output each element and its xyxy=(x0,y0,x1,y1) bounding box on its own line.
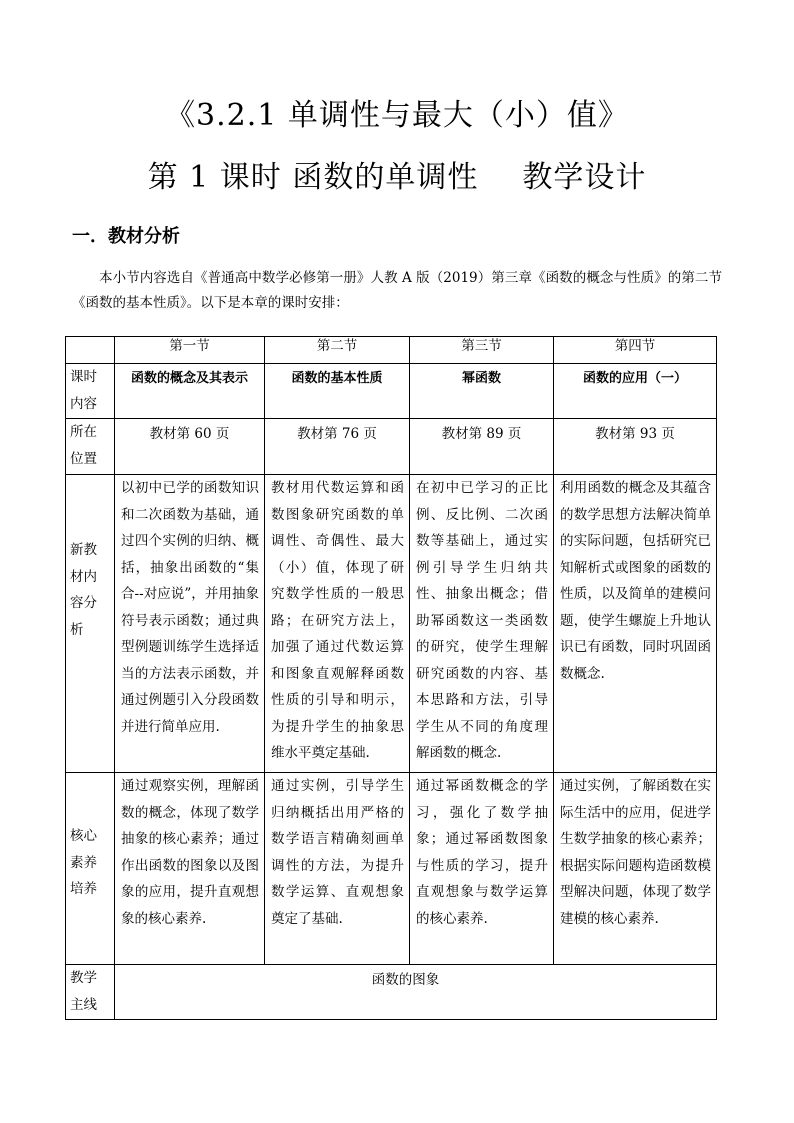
table-row xyxy=(66,965,717,1020)
row-label xyxy=(66,475,115,773)
table-cell: 教材用代数运算和函数图象研究函数的单调性、奇偶性、最大（小）值，体现了研究数学性质的一般思路；在研究方法上，加强了通过代数运算和图象直观解释函数性质的引导和明示，为提升学生的抽象思维水平奠定基础. xyxy=(265,475,410,773)
section-heading: 一．教材分析 xyxy=(72,226,180,247)
table-header-cell: 第一节 xyxy=(115,337,265,364)
document-title-line2 xyxy=(0,158,794,198)
table-header-cell: 第三节 xyxy=(410,337,554,364)
table-cell: 以初中已学的函数知识和二次函数为基础，通过四个实例的归纳、概括，抽象出函数的“集合--对应说”，并用抽象符号表示函数；通过典型例题训练学生选择适当的方法表示函数，并通过例题引入分段函数并进行简单应用. xyxy=(115,475,265,773)
row-label: 教学主线 xyxy=(66,965,115,1020)
table-header-cell: 第二节 xyxy=(265,337,410,364)
intro-paragraph: 本小节内容选自《普通高中数学必修第一册》人教 A 版（2019）第三章《函数的概念与性质》的第二节《函数的基本性质》。以下是本章的课时安排： xyxy=(72,270,722,311)
row-label: 所在位置 xyxy=(66,419,115,475)
table-header-cell xyxy=(66,337,115,364)
row-label xyxy=(66,773,115,965)
table-row xyxy=(66,419,717,475)
table-cell: 通过观察实例，理解函数的概念，体现了数学抽象的核心素养；通过作出函数的图象以及图象的应用，提升直观想象的核心素养. xyxy=(115,773,265,965)
table-cell: 教材第 60 页 xyxy=(115,419,265,475)
table-cell: 通过幂函数概念的学习，强化了数学抽象；通过幂函数图象与性质的学习，提升直观想象与数学运算的核心素养. xyxy=(410,773,554,965)
design-label: 教学设计 xyxy=(522,160,647,195)
table-cell: 函数的应用（一） xyxy=(554,364,717,419)
table-row xyxy=(66,773,717,965)
table-cell: 教材第 89 页 xyxy=(410,419,554,475)
row-label-text: 核心素养培养 xyxy=(70,828,97,897)
row-label-text: 新教材内容分析 xyxy=(70,542,97,638)
table-cell: 利用函数的概念及其蕴含的数学思想方法解决简单的实际问题，包括研究已知解析式或图象的函数的性质，以及简单的建模问题，使学生螺旋上升地认识已有函数，同时巩固函数概念. xyxy=(554,475,717,773)
table-cell: 教材第 76 页 xyxy=(265,419,410,475)
schedule-table xyxy=(65,336,717,1020)
lesson-title: 第 1 课时 函数的单调性 xyxy=(147,160,479,195)
table-row xyxy=(66,475,717,773)
table-cell: 通过实例，引导学生归纳概括出用严格的数学语言精确刻画单调性的方法，为提升数学运算、直观想象奠定了基础. xyxy=(265,773,410,965)
table-cell: 通过实例，了解函数在实际生活中的应用，促进学生数学抽象的核心素养；根据实际问题构造函数模型解决问题，体现了数学建模的核心素养. xyxy=(554,773,717,965)
table-cell: 在初中已学习的正比例、反比例、二次函数等基础上，通过实例引导学生归纳共性、抽象出概念；借助幂函数这一类函数的研究，使学生理解研究函数的内容、基本思路和方法，引导学生从不同的角度理解函数的概念. xyxy=(410,475,554,773)
table-header-row xyxy=(66,337,717,364)
table-cell: 函数的概念及其表示 xyxy=(115,364,265,419)
row-label: 课时内容 xyxy=(66,364,115,419)
table-cell: 教材第 93 页 xyxy=(554,419,717,475)
table-cell: 函数的基本性质 xyxy=(265,364,410,419)
table-cell: 幂函数 xyxy=(410,364,554,419)
table-header-cell: 第四节 xyxy=(554,337,717,364)
document-title-line1: 《3.2.1 单调性与最大（小）值》 xyxy=(165,98,629,133)
table-cell: 函数的图象 xyxy=(115,965,717,1020)
table-row xyxy=(66,364,717,419)
